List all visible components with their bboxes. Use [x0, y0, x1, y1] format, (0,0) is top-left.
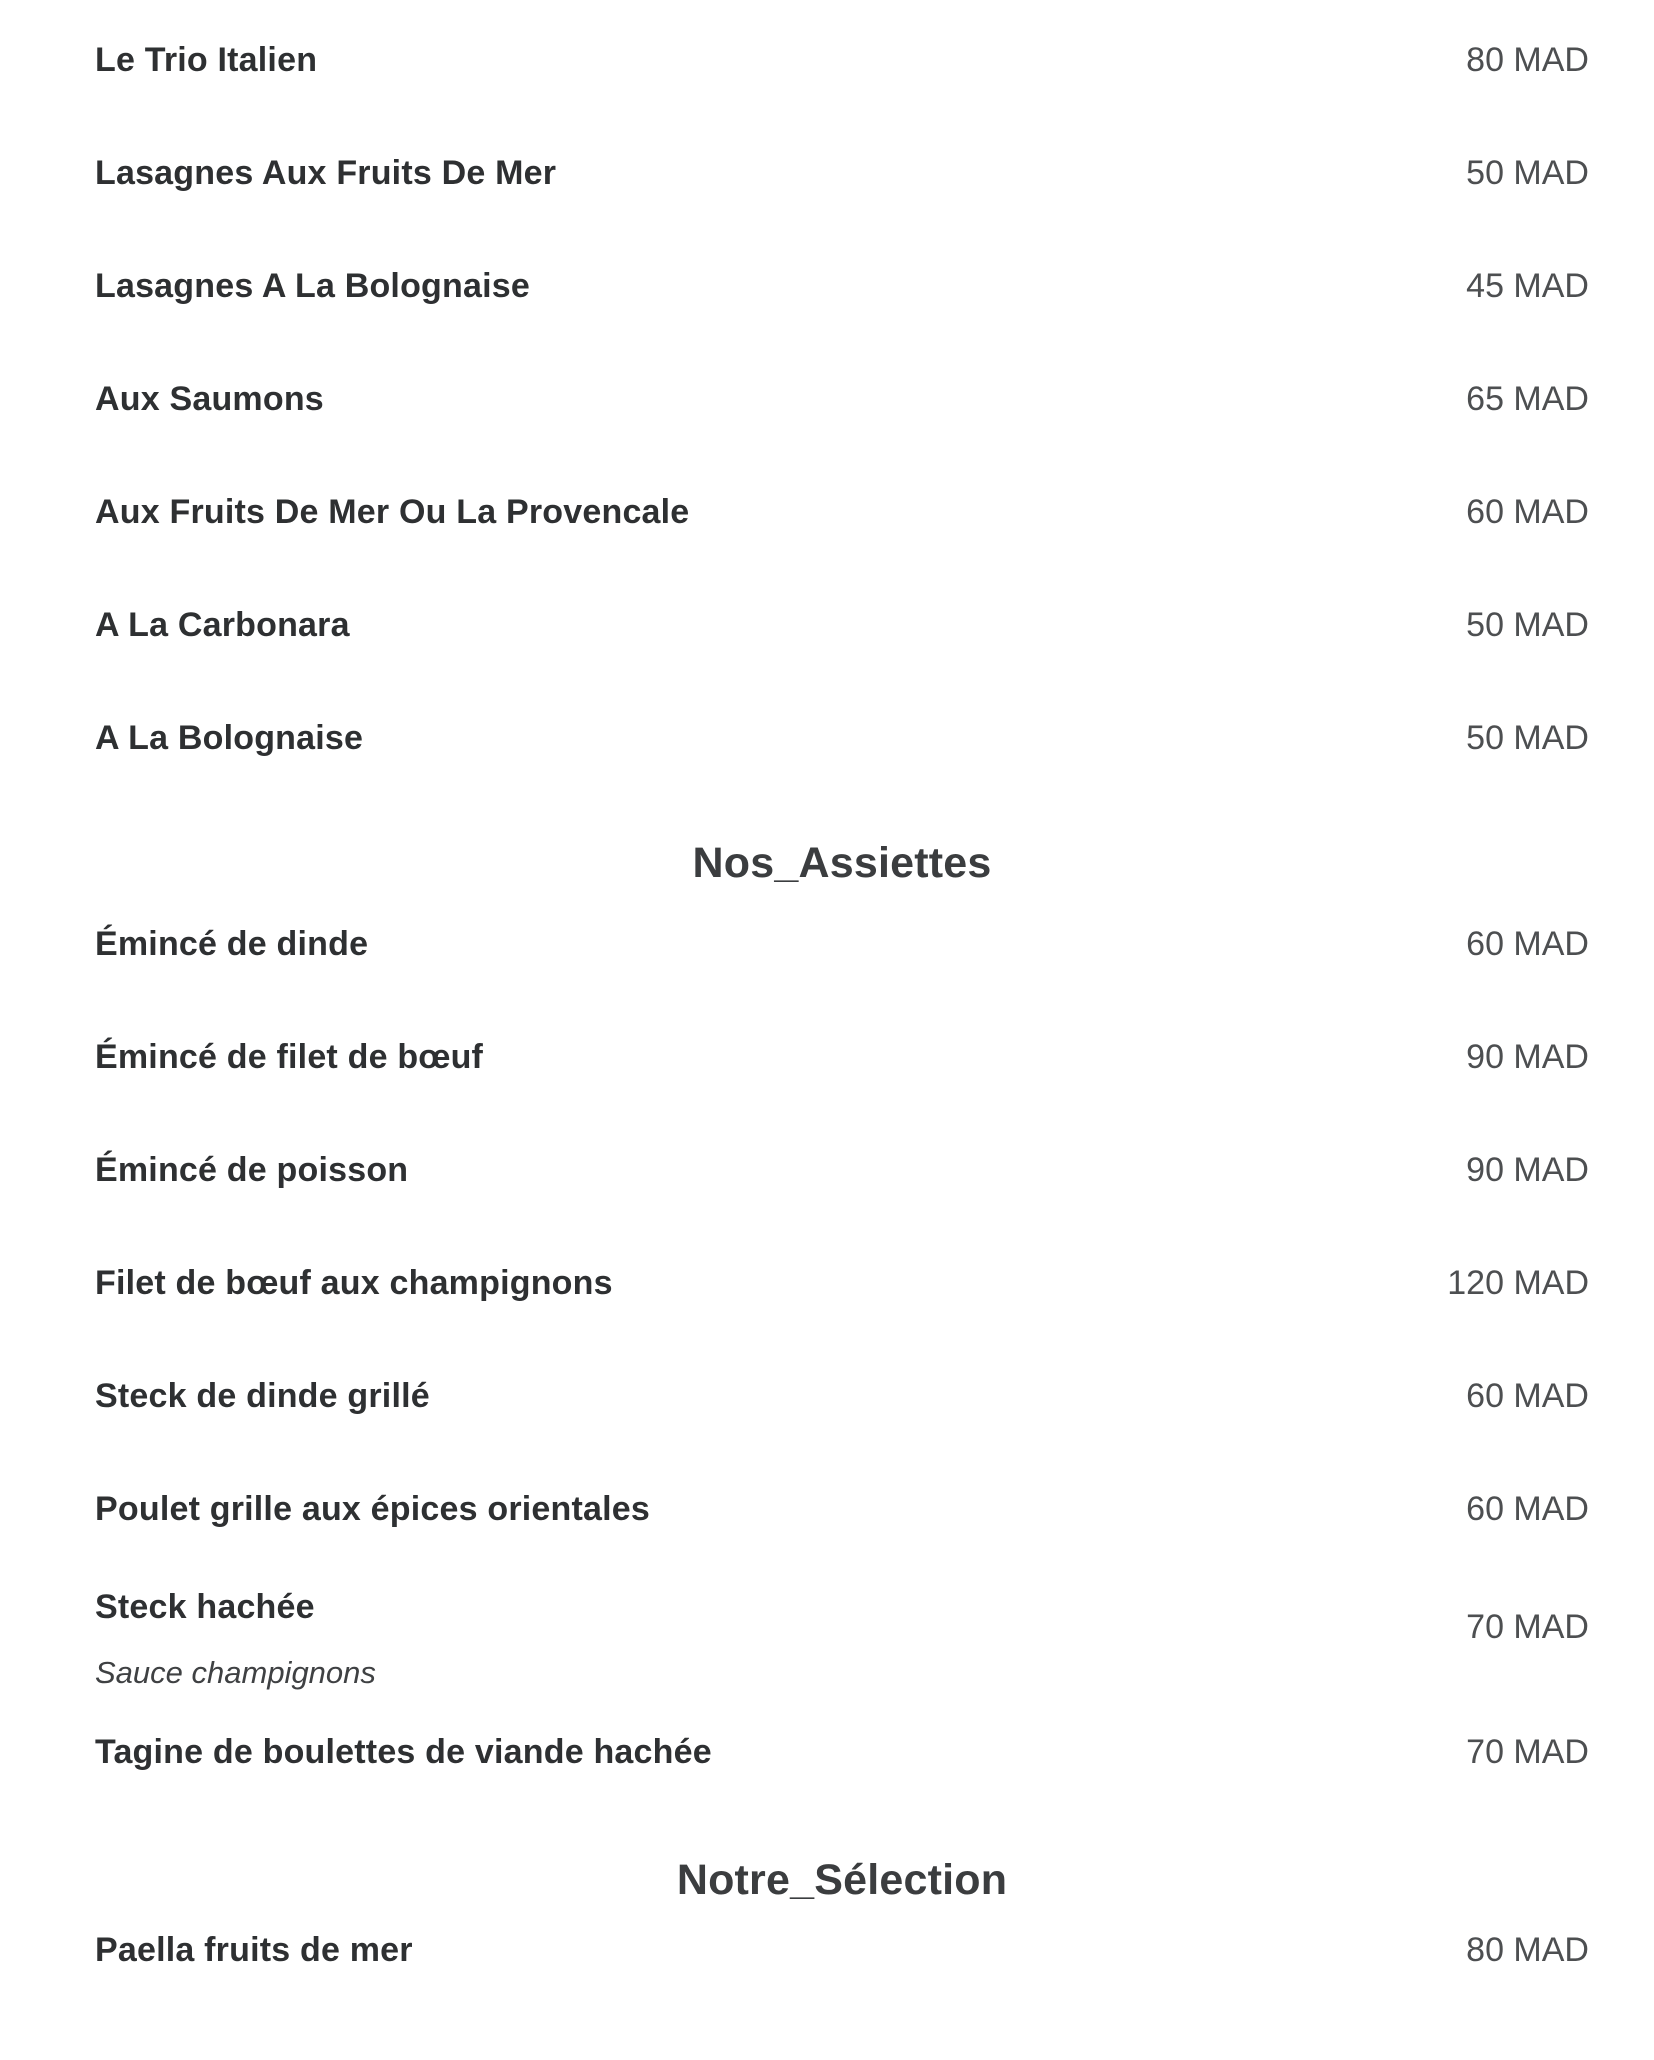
menu-item-row — [95, 922, 1589, 966]
menu-item-row — [95, 1148, 1589, 1192]
item-name: Émincé de dinde — [95, 925, 369, 963]
item-name: Tagine de boulettes de viande hachée — [95, 1733, 712, 1771]
menu-item-row — [95, 38, 1589, 82]
menu-item-row — [95, 1374, 1589, 1418]
menu-item-row — [95, 1928, 1589, 1972]
menu-item-row — [95, 1730, 1589, 1774]
item-price: 50 MAD — [1466, 719, 1589, 757]
item-price: 60 MAD — [1466, 1490, 1589, 1528]
item-price: 70 MAD — [1466, 1733, 1589, 1771]
menu-item-row — [95, 264, 1589, 308]
item-name: Aux Saumons — [95, 380, 324, 418]
item-price: 50 MAD — [1466, 606, 1589, 644]
menu-item-row — [95, 1035, 1589, 1079]
item-name: A La Carbonara — [95, 606, 350, 644]
item-name: Aux Fruits De Mer Ou La Provencale — [95, 493, 690, 531]
item-name: Émincé de filet de bœuf — [95, 1038, 484, 1076]
menu-item-row — [95, 716, 1589, 760]
section-header-nos-assiettes: Nos_Assiettes — [692, 839, 992, 887]
item-price: 45 MAD — [1466, 267, 1589, 305]
item-price: 60 MAD — [1466, 493, 1589, 531]
item-price: 80 MAD — [1466, 41, 1589, 79]
item-price: 120 MAD — [1447, 1264, 1589, 1302]
item-name: Lasagnes Aux Fruits De Mer — [95, 154, 557, 192]
item-name: Paella fruits de mer — [95, 1931, 413, 1969]
item-note: Sauce champignons — [95, 1655, 376, 1690]
item-price: 60 MAD — [1466, 925, 1589, 963]
item-price: 80 MAD — [1466, 1931, 1589, 1969]
item-name: Lasagnes A La Bolognaise — [95, 267, 530, 305]
item-name: Poulet grille aux épices orientales — [95, 1490, 650, 1528]
section-header-notre-selection: Notre_Sélection — [676, 1856, 1008, 1904]
item-name: Filet de bœuf aux champignons — [95, 1264, 613, 1302]
menu-item-row — [95, 1261, 1589, 1305]
menu-item-row — [95, 1487, 1589, 1531]
item-price: 65 MAD — [1466, 380, 1589, 418]
item-name: Émincé de poisson — [95, 1151, 409, 1189]
item-price: 90 MAD — [1466, 1038, 1589, 1076]
item-price: 60 MAD — [1466, 1377, 1589, 1415]
menu-item-row — [95, 1585, 1589, 1693]
item-price: 50 MAD — [1466, 154, 1589, 192]
menu-item-row — [95, 603, 1589, 647]
item-name: Steck hachée — [95, 1588, 315, 1626]
item-name: Le Trio Italien — [95, 41, 318, 79]
item-main — [95, 1585, 376, 1693]
menu-item-row — [95, 377, 1589, 421]
item-name: Steck de dinde grillé — [95, 1377, 430, 1415]
menu-item-row — [95, 490, 1589, 534]
item-price: 90 MAD — [1466, 1151, 1589, 1189]
menu-item-row — [95, 151, 1589, 195]
item-price: 70 MAD — [1466, 1608, 1589, 1646]
item-name: A La Bolognaise — [95, 719, 364, 757]
